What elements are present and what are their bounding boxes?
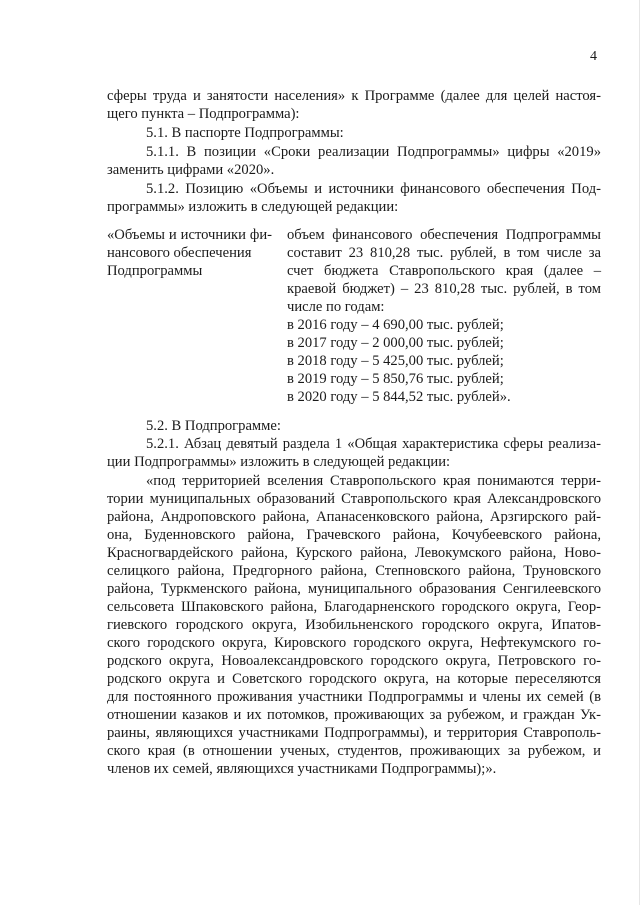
text-line: щего пункта – Подпрограмма):	[107, 106, 300, 122]
text-line: 5.2.1. Абзац девятый раздела 1 «Общая характеристика сферы реализа-	[146, 436, 601, 452]
table-right-line: краевой бюджет) – 23 810,28 тыс. рублей, в том	[287, 281, 601, 297]
table-left-line: «Объемы и источники фи-	[107, 227, 272, 243]
quote-line: ского городского округа, Кировского городского округа, Нефтекумского го-	[107, 635, 601, 651]
quote-line: тории муниципальных образований Ставропольского края Александровского	[107, 491, 601, 507]
page-number: 4	[590, 49, 597, 64]
table-right-line: счет бюджета Ставропольского края (далее –	[287, 263, 601, 279]
quote-line: селицкого района, Предгорного района, Степновского района, Труновского	[107, 563, 601, 579]
quote-line: района, Андроповского района, Апанасенковского района, Арзгирского рай-	[107, 509, 601, 525]
quote-line: отношении казаков и их потомков, проживающих за рубежом, и граждан Ук-	[107, 707, 601, 723]
table-left-line: Подпрограммы	[107, 263, 203, 279]
quote-line: родского округа, Новоалександровского городского округа, Петровского го-	[107, 653, 601, 669]
table-right-line: составит 23 810,28 тыс. рублей, в том числе за	[287, 245, 601, 261]
table-right-line: в 2016 году – 4 690,00 тыс. рублей;	[287, 317, 504, 333]
quote-line: членов их семей, являющихся участниками Подпрограммы);».	[107, 761, 497, 777]
text-line: заменить цифрами «2020».	[107, 162, 275, 178]
quote-line: сельсовета Шпаковского района, Благодарненского городского округа, Геор-	[107, 599, 601, 615]
text-line: 5.1.1. В позиции «Сроки реализации Подпрограммы» цифры «2019»	[146, 144, 601, 160]
quote-line: гиевского городского округа, Изобильненского городского округа, Ипатов-	[107, 617, 601, 633]
section-heading-5-2: 5.2. В Подпрограмме:	[146, 418, 281, 434]
text-line: ции Подпрограммы» изложить в следующей редакции:	[107, 454, 451, 470]
quote-line: раины, являющихся участниками Подпрограммы), и территория Ставрополь-	[107, 725, 601, 741]
table-right-line: в 2017 году – 2 000,00 тыс. рублей;	[287, 335, 504, 351]
quote-line: она, Буденновского района, Грачевского района, Кочубеевского района,	[107, 527, 601, 543]
text-line: 5.1.2. Позицию «Объемы и источники финансового обеспечения Под-	[146, 181, 601, 197]
quote-line: района, Туркменского района, муниципального образования Сенгилеевского	[107, 581, 601, 597]
quote-line: родского округа и Советского городского округа, на которые переселяются	[107, 671, 601, 687]
quote-line: «под территорией вселения Ставропольского края понимаются терри-	[146, 473, 601, 489]
table-right-line: в 2020 году – 5 844,52 тыс. рублей».	[287, 389, 511, 405]
table-right-line: объем финансового обеспечения Подпрограммы	[287, 227, 601, 243]
quote-line: для постоянного проживания участники Подпрограммы и члены их семей (в	[107, 689, 601, 705]
table-left-line: нансового обеспечения	[107, 245, 252, 261]
quote-line: Красногвардейского района, Курского района, Левокумского района, Ново-	[107, 545, 601, 561]
text-line: программы» изложить в следующей редакции:	[107, 199, 399, 215]
text-line: сферы труда и занятости населения» к Программе (далее для целей настоя-	[107, 88, 601, 104]
section-heading-5-1: 5.1. В паспорте Подпрограммы:	[146, 125, 344, 141]
table-right-line: в 2019 году – 5 850,76 тыс. рублей;	[287, 371, 504, 387]
table-right-line: в 2018 году – 5 425,00 тыс. рублей;	[287, 353, 504, 369]
quote-line: ского края (в отношении ученых, студентов, проживающих за рубежом, и	[107, 743, 601, 759]
table-right-line: числе по годам:	[287, 299, 385, 315]
